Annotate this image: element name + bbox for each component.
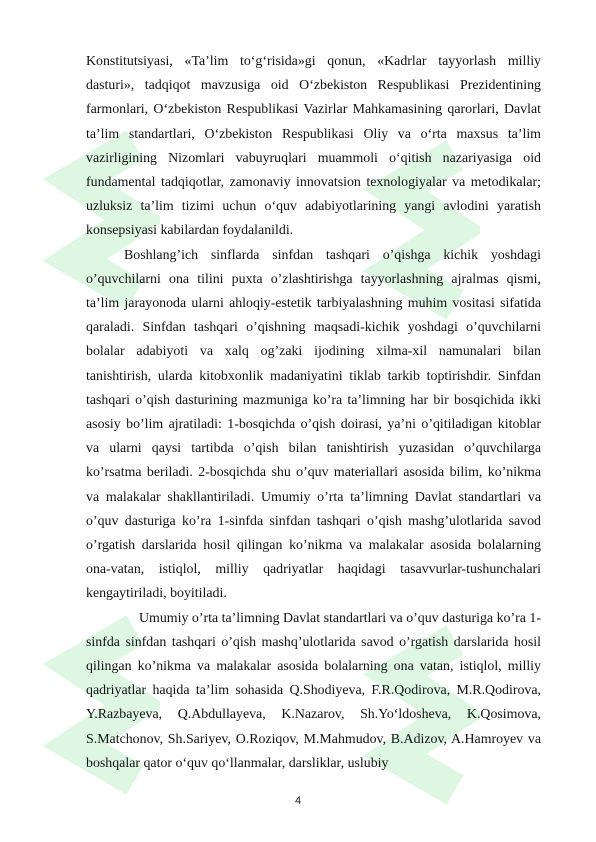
- page-number: 4: [294, 795, 302, 807]
- paragraph: Umumiy o’rta ta’limning Davlat standartlari va o’quv dasturiga ko’ra 1-sinfda sinfdan tashqari o’qish mashq’ulotlarida savod o’rgatish darslarida hosil qilingan ko’nikma va malakalar asosida bolalarning ona vatan, istiqlol, milliy qadriyatlar haqida ta’lim sohasida Q.Shodiyeva, F.R.Qodirova, M.R.Qodirova, Y.Razbayeva, Q.Abdullayeva, K.Nazarov, Sh.Yo‘ldosheva, K.Qosimova, S.Matchonov, Sh.Sariyev, O.Roziqov, M.Mahmudov, B.Adizov, A.Hamroyev va boshqalar qator o‘quv qo‘llanmalar, darsliklar, uslubiy: [86, 610, 541, 771]
- paragraph: Konstitutsiyasi, «Ta’lim to‘g‘risida»gi qonun, «Kadrlar tayyorlash milliy dasturi», tadqiqot mavzusiga oid O‘zbekiston Respublikasi Prezidentining farmonlari, O‘zbekiston Respublikasi Vazirlar Mahkamasining qarorlari, Davlat ta’lim standartlari, O‘zbekiston Respublikasi Oliy va o‘rta maxsus ta’lim vazirligining Nizomlari vabuyruqlari muammoli o‘qitish nazariyasiga oid fundamental tadqiqotlar, zamonaviy innovatsion texnologiyalar va metodikalar; uzluksiz ta’lim tizimi uchun o‘quv adabiyotlarining yangi avlodini yaratish konsepsiyasi kabilardan foydalanildi.: [86, 54, 541, 239]
- paragraph: Boshlang’ich sinflarda sinfdan tashqari o’qishga kichik yoshdagi o’quvchilarni ona tilini puxta o’zlashtirishga tayyorlashning ajralmas qismi, ta’lim jarayonoda ularni ahloqiy-estetik tarbiyalashning muhim vositasi sifatida qaraladi. Sinfdan tashqari o’qishning maqsadi-kichik yoshdagi o’quvchilarni bolalar adabiyoti va xalq og’zaki ijodining xilma-xil namunalari bilan tanishtirish, ularda kitobxonlik madaniyatini tiklab tarkib toptirishdir. Sinfdan tashqari o’qish dasturining mazmuniga ko’ra ta’limning har bir bosqichida ikki asosiy bo’lim ajratiladi: 1-bosqichda o’qish doirasi, ya’ni o’qitiladigan kitoblar va ularni qaysi tartibda o’qish bilan tanishtirish yuzasidan o’quvchilarga ko’rsatma beriladi. 2-bosqichda shu o’quv materiallari asosida bilim, ko’nikma va malakalar shakllantiriladi. Umumiy o’rta ta’limning Davlat standartlari va o’quv dasturiga ko’ra 1-sinfda sinfdan tashqari o’qish mashg’ulotlarida savod o’rgatish darslarida hosil qilingan ko’nikma va malakalar asosida bolalarning ona-vatan, istiqlol, milliy qadriyatlar haqidagi tasavvurlar-tushunchalari kengaytiriladi, boyitiladi.: [86, 247, 541, 602]
- body-text: [86, 50, 541, 776]
